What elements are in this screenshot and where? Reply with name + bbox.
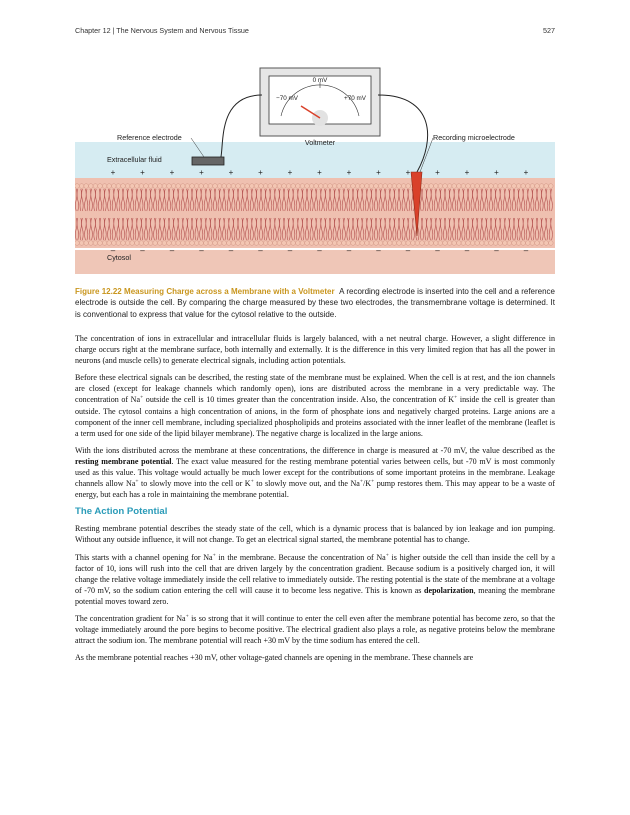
reference-electrode [192,157,224,165]
paragraph-depolarization: This starts with a channel opening for Na+ in the membrane. Because the concentration of Na+ is higher outside the cell than inside the cell by a factor of 10, ions will rush into the cell that are driven largely by the concentration gradient. Because sodium is a positively charged ion, it will change the relative voltage immediately inside the cell relative to immediately outside. The resting potential is the state of the membrane at a voltage of -70 mV, so the sodium cation entering the cell will cause it to become less negative. This is known as depolarization, meaning the membrane potential moves toward zero. [75,551,556,606]
minus-sign: – [523,246,529,255]
plus-sign: + [110,168,116,177]
membrane-voltmeter-figure [75,60,555,280]
minus-sign: – [494,246,499,255]
plus-sign: + [435,168,440,177]
voltmeter-label: Voltmeter [304,138,336,147]
extracellular-label: Extracellular fluid [107,155,162,164]
paragraph-concentration-gradient: The concentration gradient for Na+ is so strong that it will continue to enter the cell even after the membrane potential has become zero, so that the voltage immediately around the pore begins to become positive. The electrical gradient also plays a role, as negative proteins below the membrane attract the sodium ion. The membrane potential will reach +30 mV by the time sodium has entered the cell. [75,613,556,646]
plus-sign: + [287,168,293,177]
minus-sign: – [140,246,145,255]
plus-sign: + [376,168,381,177]
minus-sign: – [435,246,440,255]
minus-sign: – [110,246,116,255]
plus-sign: + [169,168,175,177]
cytosol-label: Cytosol [107,253,131,262]
minus-signs [111,246,529,255]
dial-zero-label: 0 mV [312,77,328,84]
plus-sign: + [317,168,322,177]
plus-sign: + [199,168,204,177]
paragraph-resting-state: Before these electrical signals can be described, the resting state of the membrane must be explained. When the cell is at rest, and the ion channels are closed (except for leakage channels which randomly open), ions are distributed across the membrane in a very predictable way. The concentration of Na+ outside the cell is 10 times greater than the concentration inside. Also, the concentration of K+ inside the cell is greater than outside. The cytosol contains a high concentration of anions, in the form of phosphate ions and negatively charged proteins. Large anions are a component of the inner cell membrane, including specialized phospholipids and proteins associated with the inner leaflet of the membrane (leaflet is a term used for one side of the lipid bilayer membrane). The negative charge is localized in the large anions. [75,373,556,438]
term-depolarization: depolarization [424,585,474,595]
caption-text: A recording electrode is inserted into the cell and a reference electrode is outside the cell. By comparing the charge measured by these two electrodes, the transmembrane voltage is determined. It is conventional to express that value for the cytosol relative to the outside. [75,287,556,319]
plus-signs [111,168,529,177]
minus-sign: – [199,246,204,255]
minus-sign: – [317,246,322,255]
paragraph-ion-concentration: The concentration of ions in extracellular and intracellular fluids is largely balanced, with a net neutral charge. However, a slight difference in charge occurs right at the membrane surface, both internally and externally. It is the difference in this very limited region that has all the power in neurons (and muscle cells) to generate electrical signals, including action potentials. [75,334,555,366]
plus-sign: + [494,168,499,177]
minus-sign: – [464,246,470,255]
plus-sign: + [523,168,529,177]
plus-sign: + [346,168,352,177]
recording-electrode-label: Recording microelectrode [433,133,515,142]
paragraph-steady-state: Resting membrane potential describes the steady state of the cell, which is a dynamic process that is balanced by ion leakage and ion pumping. Without any outside influence, it will not change. To get an electrical signal started, the membrane potential has to change. [75,524,555,545]
minus-sign: – [258,246,263,255]
minus-sign: – [169,246,175,255]
plus-sign: + [405,168,411,177]
chapter-title: Chapter 12 | The Nervous System and Nervous Tissue [75,26,249,35]
plus-sign: + [140,168,145,177]
body-text [75,333,555,669]
minus-sign: – [376,246,381,255]
plus-sign: + [228,168,234,177]
running-head [75,26,555,38]
term-resting-membrane-potential: resting membrane potential [75,456,172,466]
dial-positive-label: +70 mV [344,95,366,102]
figure-caption [75,286,555,320]
dial-negative-label: −70 mV [276,95,298,102]
minus-sign: – [287,246,293,255]
page-number: 527 [543,26,555,35]
caption-label: Figure 12.22 Measuring Charge across a Membrane with a Voltmeter [75,287,335,296]
section-title-action-potential: The Action Potential [75,506,168,518]
paragraph-resting-potential: With the ions distributed across the membrane at these concentrations, the difference in charge is measured at -70 mV, the value described as the resting membrane potential. The exact value measured for the resting membrane potential varies between cells, but -70 mV is most commonly used as this value. This voltage would actually be much lower except for the contributions of some important proteins in the membrane. Leakage channels allow Na+ to slowly move into the cell or K+ to slowly move out, and the Na+/K+ pump restores them. This may appear to be a waste of energy, but each has a role in maintaining the membrane potential. [75,445,556,500]
paragraph-voltage-gated: As the membrane potential reaches +30 mV, other voltage-gated channels are opening in the membrane. These channels are [75,653,474,663]
plus-sign: + [464,168,470,177]
cytosol-region [75,250,555,274]
minus-sign: – [346,246,352,255]
plus-sign: + [258,168,263,177]
minus-sign: – [405,246,411,255]
minus-sign: – [228,246,234,255]
figure-svg [75,60,555,280]
reference-electrode-label: Reference electrode [117,133,182,142]
